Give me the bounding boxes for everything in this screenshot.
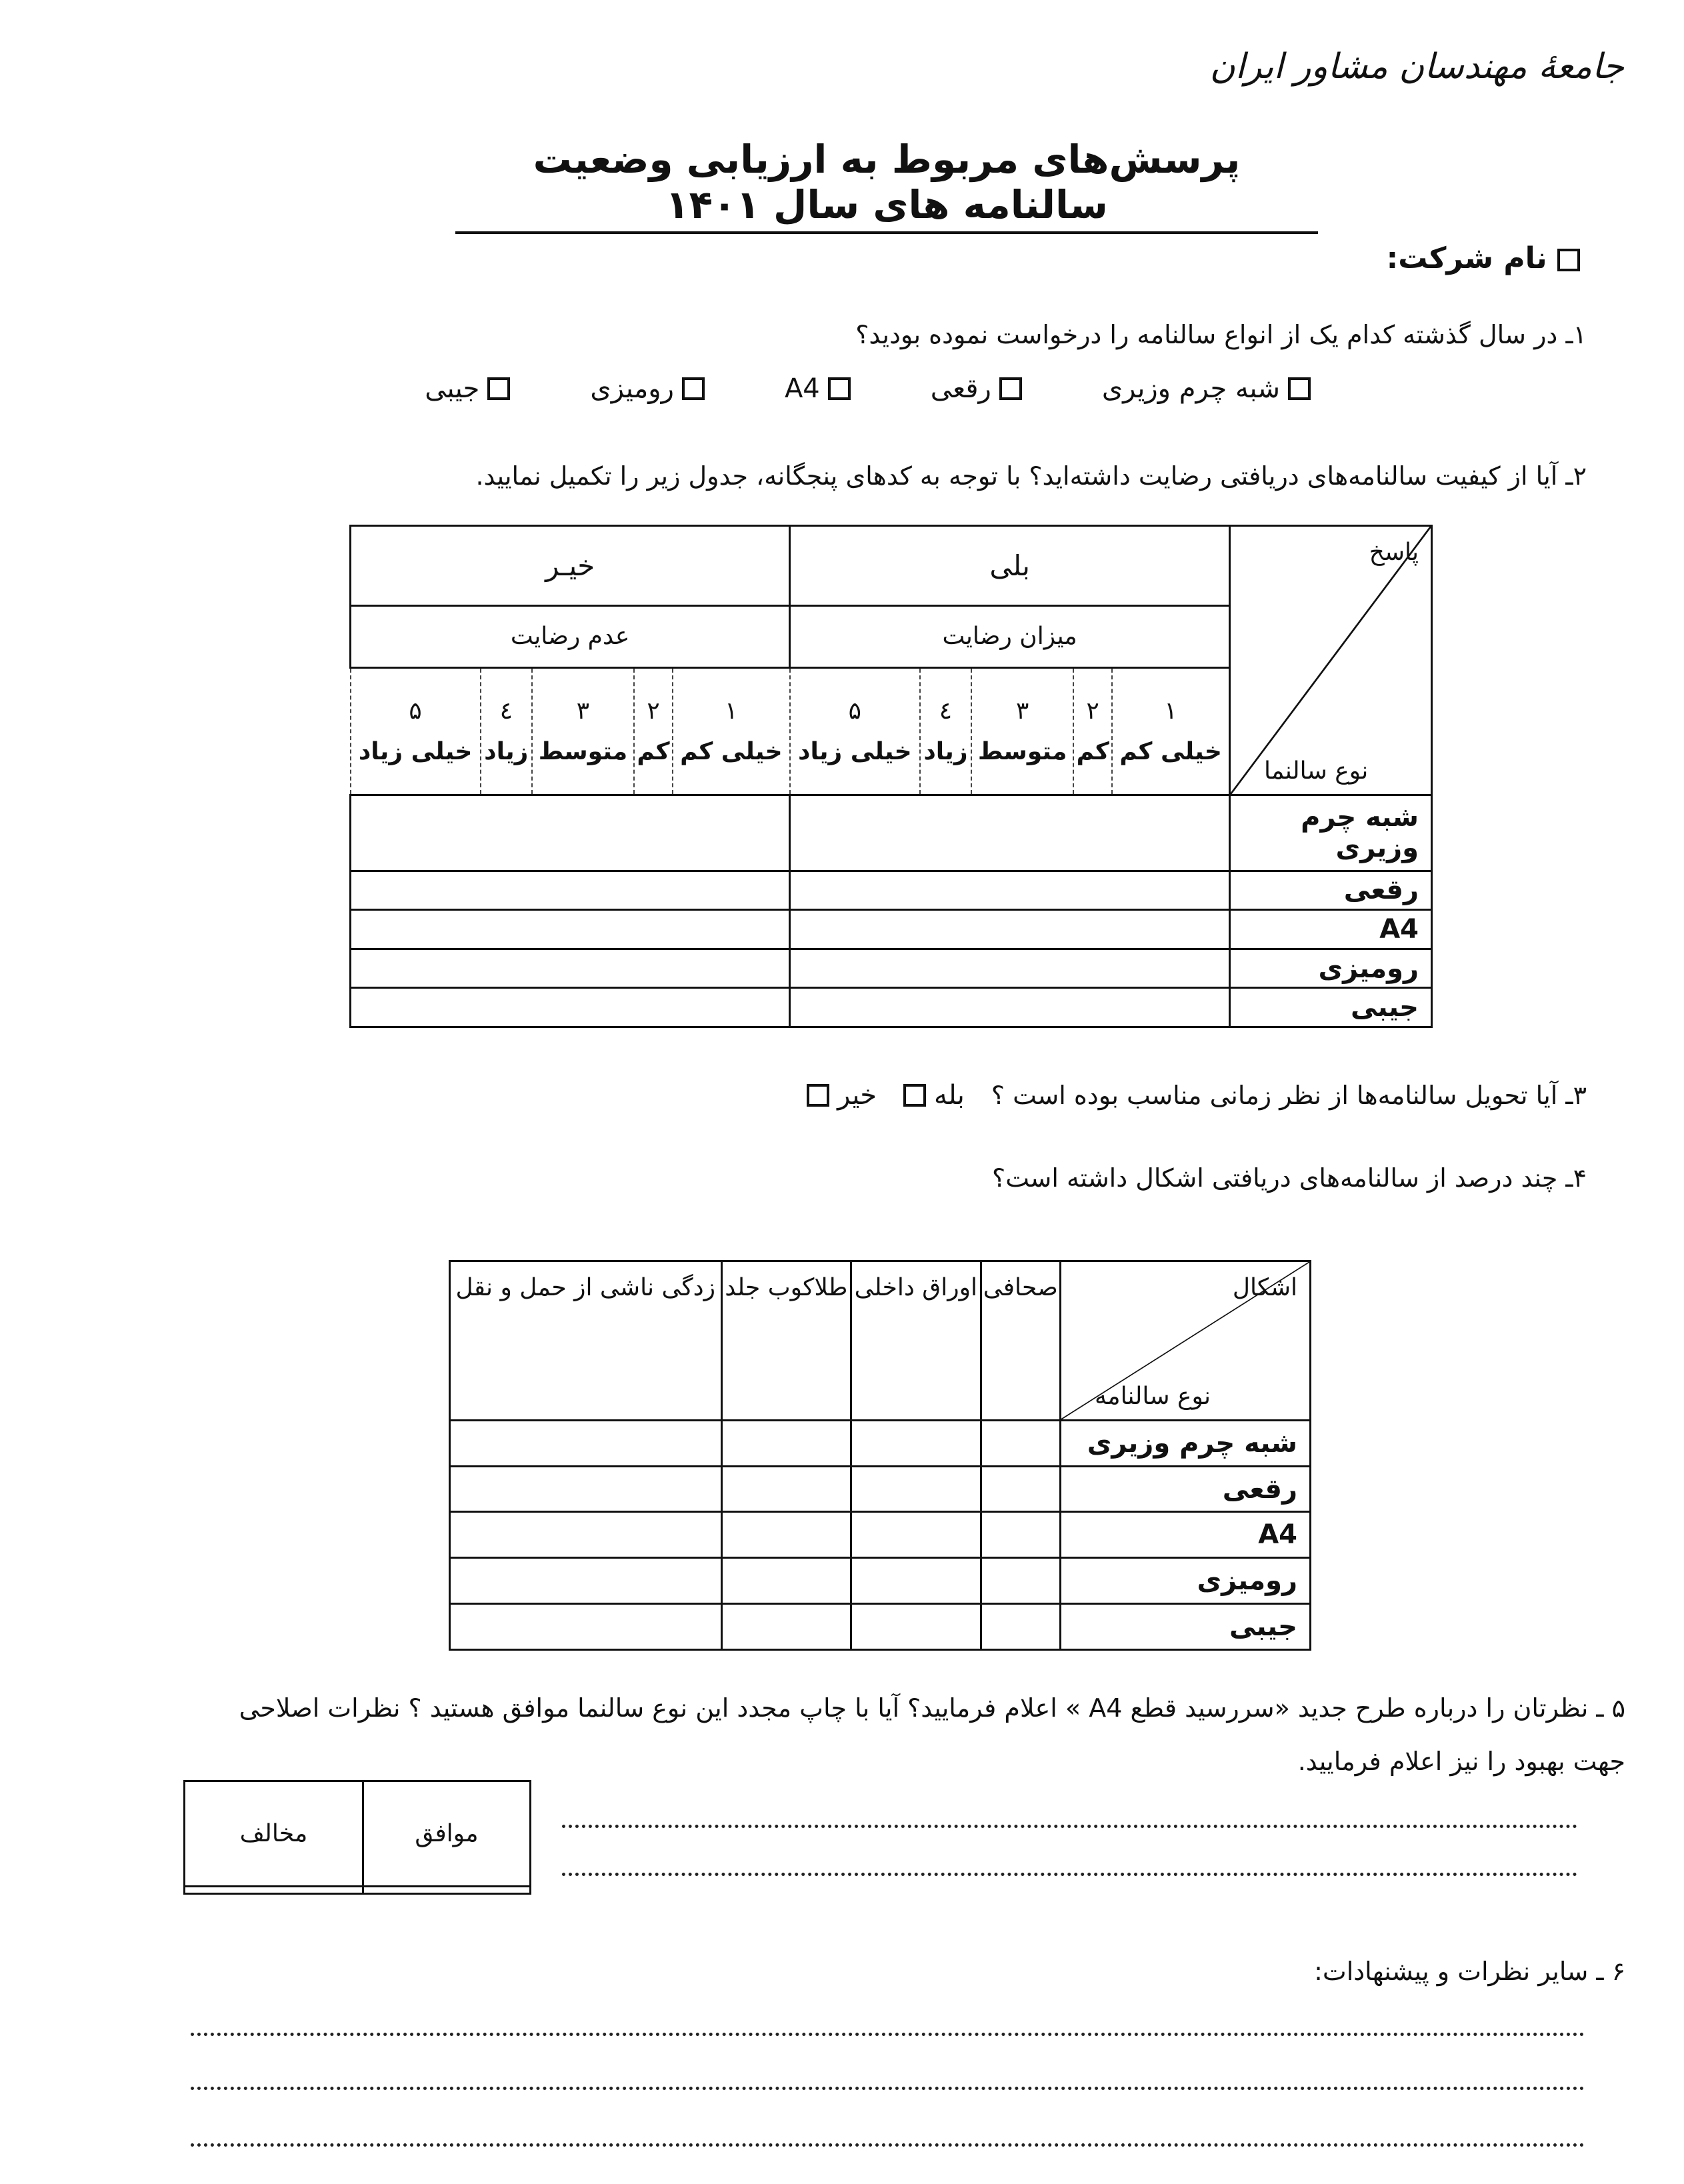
level-label: زیاد xyxy=(484,737,529,765)
satisfaction-table xyxy=(349,525,1433,1028)
percent-cell[interactable] xyxy=(450,1558,722,1604)
level-label: متوسط xyxy=(538,737,628,765)
corner-top-label: اشکال xyxy=(1232,1274,1297,1301)
level-number: ۵ xyxy=(409,697,422,725)
row-label: شبه چرم وزیری xyxy=(1061,1420,1311,1466)
row-label: جیبی xyxy=(1061,1604,1311,1650)
question-5-line2: جهت بهبود را نیز اعلام فرمایید. xyxy=(1297,1747,1625,1776)
question-6: ۶ ـ سایر نظرات و پیشنهادات: xyxy=(1314,1957,1625,1986)
table-row xyxy=(351,871,1432,910)
table-row xyxy=(450,1466,1311,1512)
checkbox[interactable] xyxy=(487,377,510,400)
disagree-header: مخالف xyxy=(185,1781,363,1887)
percent-cell[interactable] xyxy=(721,1558,851,1604)
option-label: جیبی xyxy=(425,373,480,404)
yes-level-header xyxy=(1112,667,1229,795)
percent-cell[interactable] xyxy=(851,1420,981,1466)
percent-cell[interactable] xyxy=(851,1604,981,1650)
level-number: ٤ xyxy=(499,697,513,725)
table-row xyxy=(351,910,1432,949)
answer-line[interactable] xyxy=(191,2143,1585,2147)
percent-cell[interactable] xyxy=(981,1420,1060,1466)
answer-line[interactable] xyxy=(562,1825,1577,1828)
disagree-cell[interactable] xyxy=(185,1887,363,1894)
percent-cell[interactable] xyxy=(450,1604,722,1650)
row-label: A4 xyxy=(1230,910,1432,949)
level-number: ۳ xyxy=(1015,697,1029,725)
level-label: کم xyxy=(1076,737,1109,765)
row-label: رقعی xyxy=(1230,871,1432,910)
table-corner-header xyxy=(1230,526,1432,795)
corner-bottom-label: نوع سالنما xyxy=(1264,757,1369,785)
option-label: رقعی xyxy=(930,373,991,404)
checkbox[interactable] xyxy=(807,1084,829,1107)
table-row xyxy=(450,1420,1311,1466)
yes-header: بلی xyxy=(790,526,1230,606)
percent-cell[interactable] xyxy=(450,1466,722,1512)
level-label: خیلی زیاد xyxy=(358,737,473,765)
checkbox[interactable] xyxy=(903,1084,926,1107)
table-corner-header xyxy=(1061,1261,1311,1421)
yes-cell[interactable] xyxy=(790,949,1230,988)
no-level-header xyxy=(351,667,481,795)
percent-cell[interactable] xyxy=(450,1420,722,1466)
no-cell[interactable] xyxy=(351,910,790,949)
level-label: کم xyxy=(637,737,670,765)
option-desk[interactable] xyxy=(590,373,705,404)
no-cell[interactable] xyxy=(351,949,790,988)
question-3-text: ۳ـ آیا تحویل سالنامه‌ها از نظر زمانی مناسب بوده است ؟ xyxy=(991,1081,1587,1110)
row-label: رقعی xyxy=(1061,1466,1311,1512)
column-header: زدگی ناشی از حمل و نقل xyxy=(450,1261,722,1421)
percent-cell[interactable] xyxy=(851,1558,981,1604)
checkbox[interactable] xyxy=(999,377,1022,400)
question-4: ۴ـ چند درصد از سالنامه‌های دریافتی اشکال داشته است؟ xyxy=(992,1163,1587,1193)
question-3 xyxy=(807,1080,1587,1111)
company-name-field[interactable] xyxy=(1387,241,1580,275)
yes-cell[interactable] xyxy=(790,988,1230,1027)
level-label: خیلی کم xyxy=(680,737,783,765)
no-level-header xyxy=(634,667,673,795)
level-number: ۱ xyxy=(1164,697,1177,725)
table-row xyxy=(450,1558,1311,1604)
option-label: بله xyxy=(934,1080,965,1111)
row-label: جیبی xyxy=(1230,988,1432,1027)
percent-cell[interactable] xyxy=(981,1604,1060,1650)
option-a4[interactable] xyxy=(785,373,851,404)
no-header: خیـر xyxy=(351,526,790,606)
question-1: ۱ـ در سال گذشته کدام یک از انواع سالنامه را درخواست نموده بودید؟ xyxy=(855,320,1587,349)
agree-header: موافق xyxy=(363,1781,530,1887)
option-yes[interactable] xyxy=(903,1080,965,1111)
percent-cell[interactable] xyxy=(721,1512,851,1558)
defects-table xyxy=(449,1260,1311,1651)
level-label: زیاد xyxy=(923,737,968,765)
level-number: ٤ xyxy=(939,697,953,725)
yes-cell[interactable] xyxy=(790,910,1230,949)
agree-cell[interactable] xyxy=(363,1887,530,1894)
row-label: A4 xyxy=(1061,1512,1311,1558)
option-leather[interactable] xyxy=(1102,373,1311,404)
corner-bottom-label: نوع سالنامه xyxy=(1095,1382,1211,1410)
column-header: طلاکوب جلد xyxy=(721,1261,851,1421)
row-label: رومیزی xyxy=(1230,949,1432,988)
yes-level-header xyxy=(971,667,1073,795)
option-pocket[interactable] xyxy=(425,373,510,404)
no-level-header xyxy=(673,667,790,795)
table-row xyxy=(351,949,1432,988)
row-label: رومیزی xyxy=(1061,1558,1311,1604)
level-number: ۵ xyxy=(848,697,861,725)
level-label: خیلی زیاد xyxy=(798,737,912,765)
no-cell[interactable] xyxy=(351,988,790,1027)
question-5-line1: ۵ ـ نظرتان را درباره طرح جدید «سررسید قطع A4 » اعلام فرمایید؟ آیا با چاپ مجدد این نوع سالنما موافق هستید ؟ نظرات اصلاحی xyxy=(239,1693,1625,1723)
level-number: ۲ xyxy=(1086,697,1099,725)
percent-cell[interactable] xyxy=(721,1466,851,1512)
option-roqee[interactable] xyxy=(931,373,1022,404)
level-number: ۳ xyxy=(576,697,590,725)
checkbox-icon xyxy=(1557,249,1580,271)
no-level-header xyxy=(532,667,634,795)
level-number: ۲ xyxy=(647,697,660,725)
table-row xyxy=(351,988,1432,1027)
answer-line[interactable] xyxy=(191,2087,1585,2090)
agree-disagree-table xyxy=(183,1780,531,1895)
question-2: ۲ـ آیا از کیفیت سالنامه‌های دریافتی رضایت داشته‌اید؟ با توجه به کدهای پنجگانه، جدول زیر را تکمیل نمایید. xyxy=(475,461,1587,491)
answer-line[interactable] xyxy=(191,2033,1585,2036)
column-header: صحافی xyxy=(981,1261,1060,1421)
checkbox[interactable] xyxy=(1288,377,1311,400)
percent-cell[interactable] xyxy=(721,1420,851,1466)
organization-logo: جامعهٔ مهندسان مشاور ایران xyxy=(1209,47,1624,87)
level-number: ۱ xyxy=(725,697,738,725)
level-label: متوسط xyxy=(977,737,1067,765)
table-row xyxy=(351,795,1432,871)
no-cell[interactable] xyxy=(351,871,790,910)
corner-top-label: پاسخ xyxy=(1369,539,1419,566)
row-label: شبه چرم وزیری xyxy=(1230,795,1432,871)
yes-level-header xyxy=(1073,667,1112,795)
level-label: خیلی کم xyxy=(1119,737,1222,765)
checkbox[interactable] xyxy=(682,377,705,400)
option-label: A4 xyxy=(784,373,820,404)
option-label: شبه چرم وزیری xyxy=(1101,373,1280,404)
percent-cell[interactable] xyxy=(981,1558,1060,1604)
q1-options xyxy=(425,373,1311,404)
company-name-label: نام شرکت: xyxy=(1386,241,1547,275)
option-label: خیر xyxy=(837,1080,877,1111)
percent-cell[interactable] xyxy=(851,1466,981,1512)
yes-subheader: میزان رضایت xyxy=(790,605,1230,667)
option-no[interactable] xyxy=(807,1080,877,1111)
page-title: پرسش‌های مربوط به ارزیابی وضعیت سالنامه های سال ۱۴۰۱ xyxy=(455,137,1318,234)
percent-cell[interactable] xyxy=(721,1604,851,1650)
percent-cell[interactable] xyxy=(851,1512,981,1558)
yes-level-header xyxy=(920,667,971,795)
percent-cell[interactable] xyxy=(981,1466,1060,1512)
column-header: اوراق داخلی xyxy=(851,1261,981,1421)
no-level-header xyxy=(481,667,532,795)
option-label: رومیزی xyxy=(590,373,674,404)
no-cell[interactable] xyxy=(351,795,790,871)
table-row xyxy=(450,1604,1311,1650)
table-row xyxy=(450,1512,1311,1558)
yes-level-header xyxy=(790,667,920,795)
percent-cell[interactable] xyxy=(450,1512,722,1558)
yes-cell[interactable] xyxy=(790,795,1230,871)
no-subheader: عدم رضایت xyxy=(351,605,790,667)
yes-cell[interactable] xyxy=(790,871,1230,910)
answer-line[interactable] xyxy=(562,1873,1577,1876)
checkbox[interactable] xyxy=(828,377,851,400)
percent-cell[interactable] xyxy=(981,1512,1060,1558)
